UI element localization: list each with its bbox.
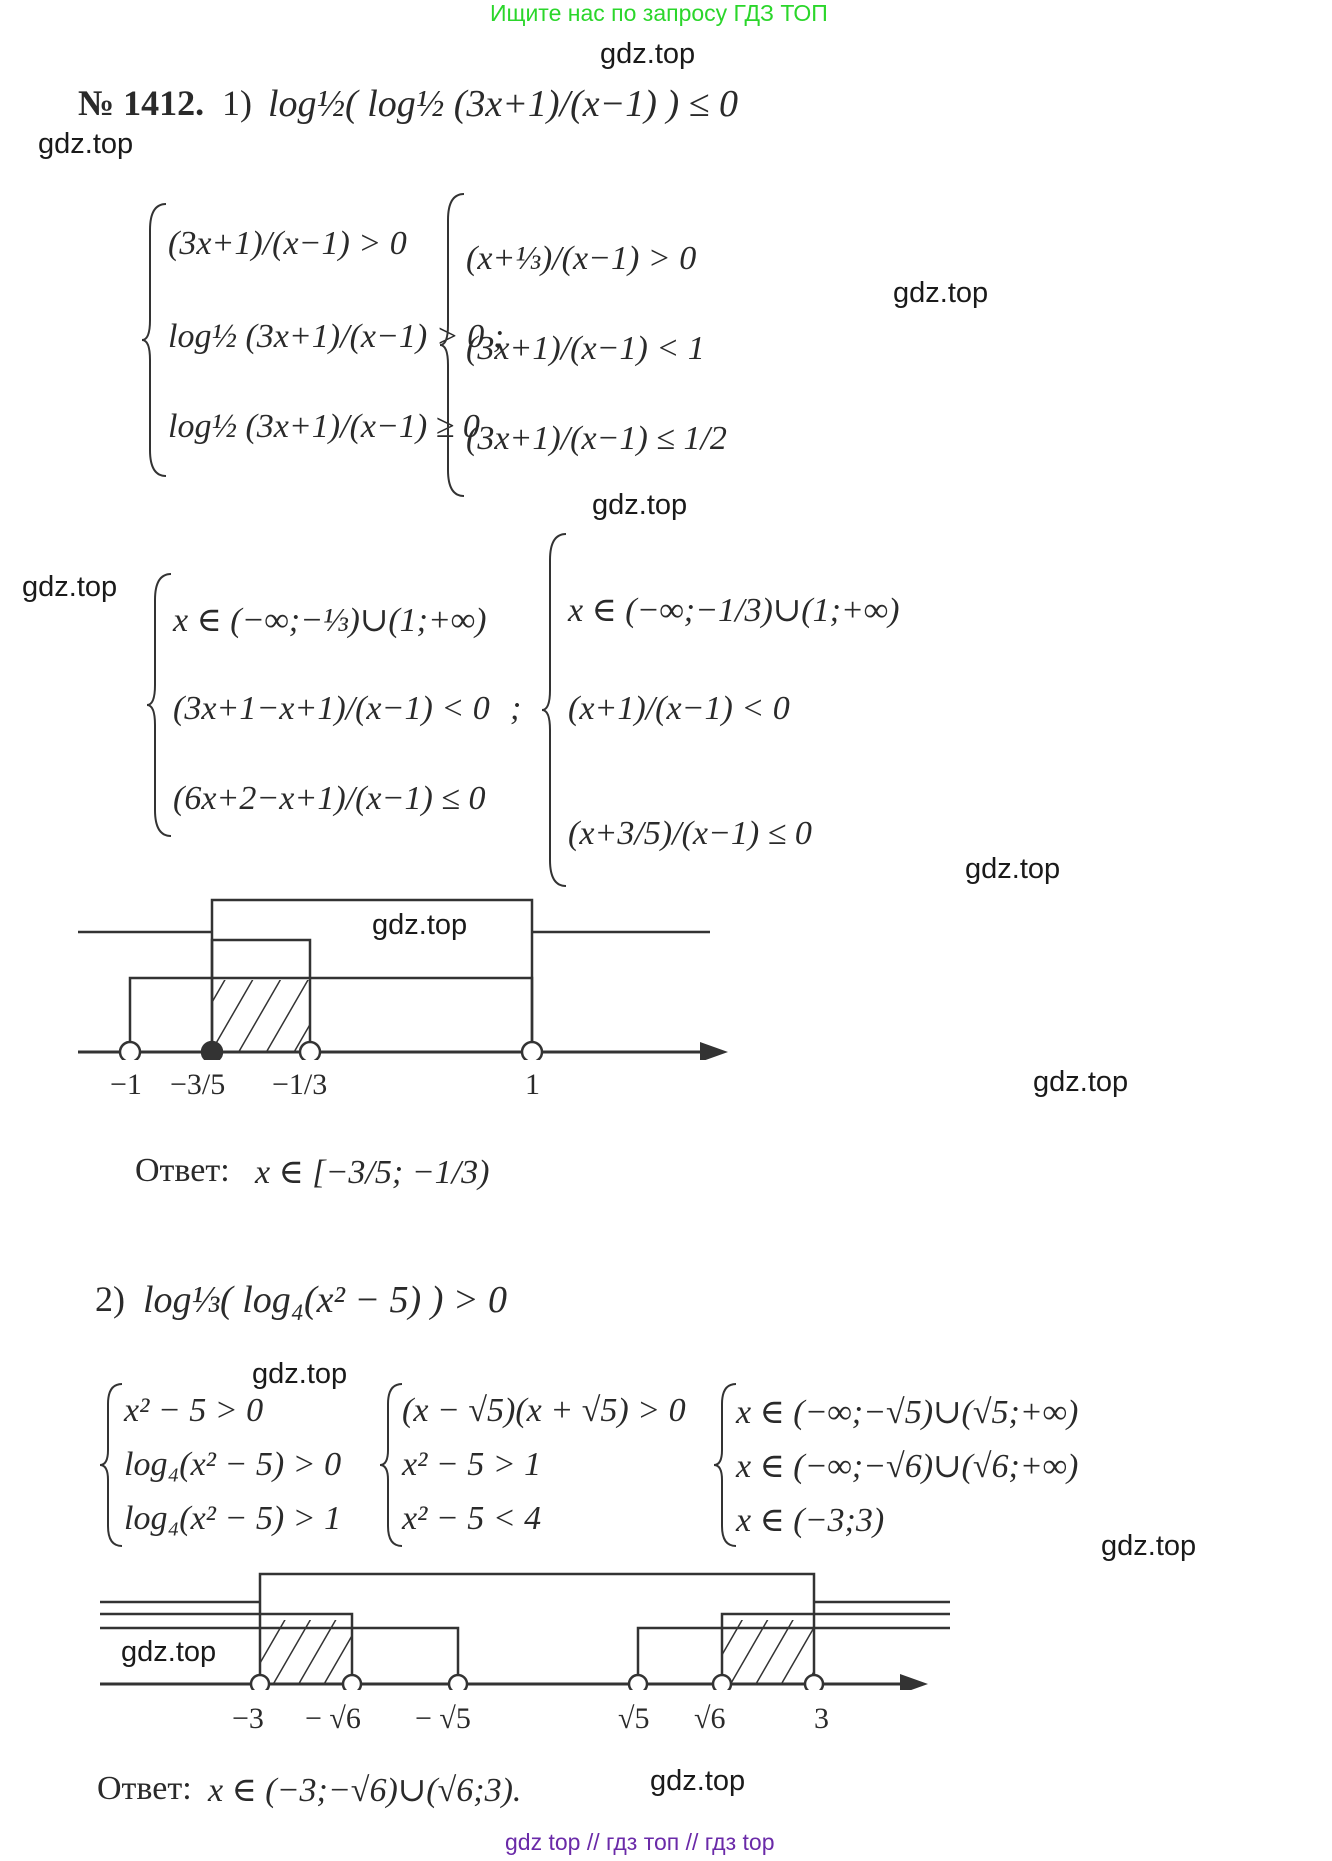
axis-label: √5 [618, 1702, 650, 1735]
part2-system-c-line: x ∈ (−∞;−√5)∪(√5;+∞) [736, 1394, 1079, 1431]
part1-inequality: log½( log½ (3x+1)/(x−1) ) ≤ 0 [268, 83, 738, 125]
watermark: gdz.top [893, 277, 989, 309]
part1-system-a-line: log½ (3x+1)/(x−1) ≥ 0 [168, 408, 480, 445]
part2-label: 2) [95, 1279, 125, 1319]
part2-system-c-line: x ∈ (−3;3) [736, 1502, 885, 1539]
part1-system-d-line: (x+3/5)/(x−1) ≤ 0 [568, 815, 812, 852]
part2-system-a-line: log₄(x² − 5) > 0 [124, 1446, 342, 1483]
number-line-2 [90, 1560, 950, 1690]
part2-inequality: log⅓( log₄(x² − 5) ) > 0 [143, 1279, 507, 1321]
part2-answer: x ∈ (−3;−√6)∪(√6;3). [208, 1772, 522, 1809]
watermark: gdz.top [965, 853, 1061, 885]
axis-label: −1/3 [272, 1068, 328, 1101]
axis-label: −1 [110, 1068, 142, 1101]
part2-system-b-line: (x − √5)(x + √5) > 0 [402, 1392, 686, 1429]
axis-label: 3 [814, 1702, 829, 1735]
watermark: gdz.top [121, 1636, 217, 1668]
watermark: gdz.top [372, 909, 468, 941]
watermark: gdz.top [22, 571, 118, 603]
watermark: gdz.top [1101, 1530, 1197, 1562]
header-text: Ищите нас по запросу ГДЗ ТОП [490, 0, 828, 26]
watermark: gdz.top [600, 38, 696, 70]
part1-system-d-line: (x+1)/(x−1) < 0 [568, 690, 790, 727]
axis-label: − √5 [415, 1702, 471, 1735]
answer-word: Ответ: [135, 1152, 230, 1189]
axis-label: − √6 [305, 1702, 361, 1735]
number-line-1 [60, 880, 740, 1060]
part1-system-b-line: (x+⅓)/(x−1) > 0 [466, 240, 697, 277]
left-brace [540, 530, 570, 890]
part1-answer: x ∈ [−3/5; −1/3) [255, 1154, 490, 1191]
part1-system-b-line: (3x+1)/(x−1) ≤ 1/2 [466, 420, 727, 457]
part2-system-b-line: x² − 5 < 4 [402, 1500, 542, 1537]
footer-text: gdz top // гдз топ // гдз top [505, 1829, 775, 1855]
left-brace [438, 190, 468, 500]
answer-word: Ответ: [97, 1770, 192, 1807]
problem-number: № 1412. [78, 83, 205, 123]
left-brace [140, 200, 170, 480]
left-brace [145, 570, 175, 840]
part1-system-c-line: (3x+1−x+1)/(x−1) < 0 [173, 690, 490, 727]
axis-label: √6 [694, 1702, 726, 1735]
part2-system-a-line: x² − 5 > 0 [124, 1392, 264, 1429]
separator: ; [510, 690, 522, 727]
part1-system-a-line: log½ (3x+1)/(x−1) > 0 ; [168, 318, 505, 355]
axis-label: −3 [232, 1702, 264, 1735]
part1-label: 1) [222, 83, 252, 123]
part1-system-b-line: (3x+1)/(x−1) < 1 [466, 330, 705, 367]
axis-label: 1 [525, 1068, 540, 1101]
part1-system-c-line: x ∈ (−∞;−⅓)∪(1;+∞) [173, 602, 487, 639]
part2-system-c-line: x ∈ (−∞;−√6)∪(√6;+∞) [736, 1448, 1079, 1485]
part2-system-a-line: log₄(x² − 5) > 1 [124, 1500, 342, 1537]
part1-system-d-line: x ∈ (−∞;−1/3)∪(1;+∞) [568, 592, 900, 629]
watermark: gdz.top [38, 128, 134, 160]
axis-label: −3/5 [170, 1068, 226, 1101]
watermark: gdz.top [252, 1358, 348, 1390]
part1-system-a-line: (3x+1)/(x−1) > 0 [168, 225, 407, 262]
part1-system-c-line: (6x+2−x+1)/(x−1) ≤ 0 [173, 780, 486, 817]
watermark: gdz.top [592, 489, 688, 521]
left-brace [98, 1380, 126, 1550]
part2-system-b-line: x² − 5 > 1 [402, 1446, 542, 1483]
watermark: gdz.top [650, 1765, 746, 1797]
watermark: gdz.top [1033, 1066, 1129, 1098]
